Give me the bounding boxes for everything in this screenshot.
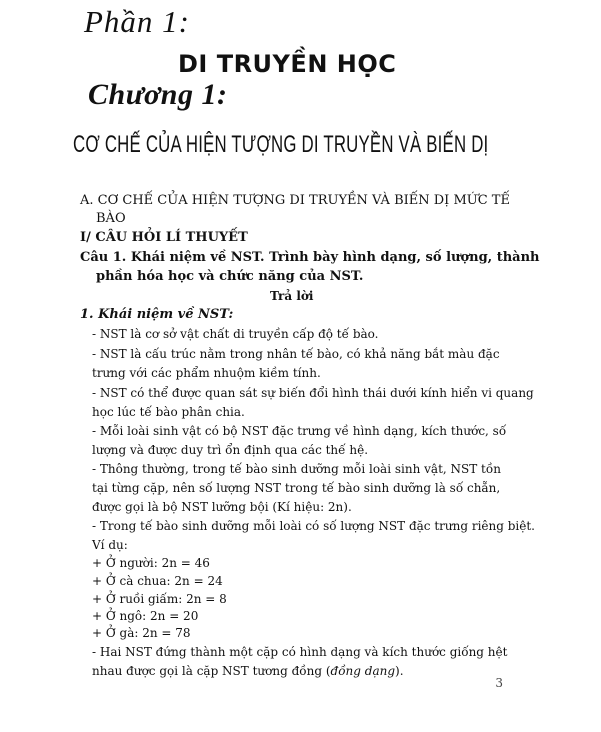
- paragraph-line: - Hai NST đứng thành một cặp có hình dạng và kích thước giống hệt: [92, 645, 508, 659]
- paragraph-line: - NST là cơ sở vật chất di truyền cấp độ tế bào.: [92, 327, 379, 341]
- paragraph-line: - NST có thể được quan sát sự biến đổi hình thái dưới kính hiển vi quang: [92, 386, 534, 400]
- paragraph-line: Ví dụ:: [92, 538, 128, 552]
- question-line-1: Câu 1. Khái niệm về NST. Trình bày hình dạng, số lượng, thành: [80, 250, 540, 265]
- last-line-end: ).: [395, 664, 404, 678]
- chapter-heading: Chương 1:: [88, 78, 228, 111]
- section-a-heading-line-2: BÀO: [96, 211, 126, 226]
- paragraph-last-line: [92, 662, 404, 680]
- paragraph-line: trưng với các phẩm nhuộm kiềm tính.: [92, 366, 321, 380]
- paragraph-line: - Trong tế bào sinh dưỡng mỗi loài có số lượng NST đặc trưng riêng biệt.: [92, 519, 535, 533]
- paragraph-line: - NST là cấu trúc nằm trong nhân tế bào, có khả năng bắt màu đặc: [92, 347, 500, 361]
- paragraph-line: tại từng cặp, nên số lượng NST trong tế bào sinh dưỡng là số chẵn,: [92, 481, 501, 495]
- example-line: + Ở gà: 2n = 78: [92, 626, 191, 640]
- paragraph-line: - Mỗi loài sinh vật có bộ NST đặc trưng về hình dạng, kích thước, số: [92, 424, 507, 438]
- main-title: DI TRUYỀN HỌC: [178, 50, 397, 78]
- chapter-title: CƠ CHẾ CỦA HIỆN TƯỢNG DI TRUYỀN VÀ BIẾN DỊ: [73, 131, 489, 158]
- part-heading: Phần 1:: [84, 4, 191, 39]
- subheading: 1. Khái niệm về NST:: [80, 307, 234, 322]
- example-line: + Ở người: 2n = 46: [92, 556, 210, 570]
- answer-label: Trả lời: [270, 289, 314, 303]
- paragraph-line: học lúc tế bào phân chia.: [92, 405, 245, 419]
- paragraph-line: lượng và được duy trì ổn định qua các thế hệ.: [92, 443, 369, 457]
- example-line: + Ở cà chua: 2n = 24: [92, 574, 223, 588]
- paragraph-line: được gọi là bộ NST lưỡng bội (Kí hiệu: 2n).: [92, 500, 352, 514]
- paragraph-line: - Thông thường, trong tế bào sinh dưỡng mỗi loài sinh vật, NST tồn: [92, 462, 501, 476]
- example-line: + Ở ngô: 2n = 20: [92, 609, 199, 623]
- last-line-italic-term: đồng dạng: [330, 664, 396, 678]
- last-line-text: nhau được gọi là cặp NST tương đồng (: [92, 664, 331, 678]
- section-1-heading: I/ CÂU HỎI LÍ THUYẾT: [80, 230, 248, 245]
- page-number: 3: [495, 676, 503, 690]
- section-a-heading-line-1: A. CƠ CHẾ CỦA HIỆN TƯỢNG DI TRUYỀN VÀ BIẾN DỊ MỨC TẾ: [80, 193, 510, 208]
- example-line: + Ở ruồi giấm: 2n = 8: [92, 592, 227, 606]
- question-line-2: phần hóa học và chức năng của NST.: [96, 269, 364, 284]
